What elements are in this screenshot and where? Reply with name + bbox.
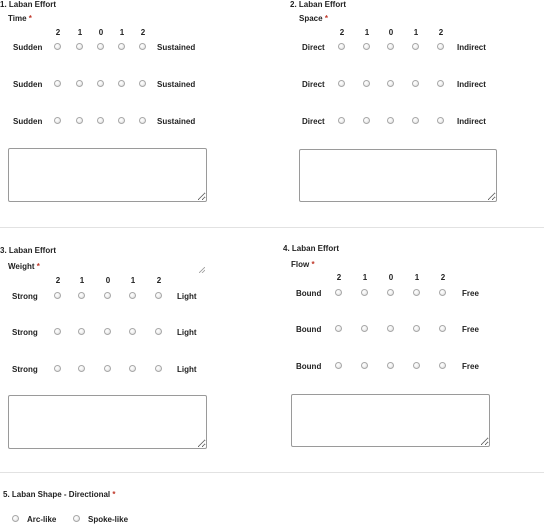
q3-row2-radio-5[interactable] (155, 328, 162, 335)
q5-option-arc-like-radio[interactable] (12, 515, 19, 522)
q3-row2-radio-2[interactable] (78, 328, 85, 335)
q3-row1-radio-3[interactable] (104, 292, 111, 299)
q3-row2-radio-3[interactable] (104, 328, 111, 335)
q3-scale-2b: 2 (156, 276, 162, 285)
q1-row1-right-label: Sustained (157, 43, 196, 52)
q2-row3-right-label: Indirect (457, 117, 486, 126)
q2-scale-2b: 2 (438, 28, 444, 37)
q5-required-marker: * (112, 490, 116, 499)
q3-scale-1a: 1 (79, 276, 85, 285)
q3-comment-textarea[interactable] (8, 395, 207, 449)
resize-grip-icon[interactable] (199, 267, 205, 273)
q2-comment-textarea[interactable] (299, 149, 497, 202)
q5-title (3, 490, 116, 499)
q1-required-marker: * (28, 14, 32, 23)
q4-row2-radio-2[interactable] (361, 325, 368, 332)
q2-row3-radio-3[interactable] (387, 117, 394, 124)
q2-row1-radio-1[interactable] (338, 43, 345, 50)
q4-row3-radio-4[interactable] (413, 362, 420, 369)
q1-scale-2b: 2 (140, 28, 146, 37)
section-divider-1 (0, 227, 544, 228)
q2-row2-left-label: Direct (302, 80, 325, 89)
q1-row2-left-label: Sudden (13, 80, 43, 89)
q3-row1-radio-5[interactable] (155, 292, 162, 299)
q1-scale-2a: 2 (55, 28, 61, 37)
q1-row1-radio-1[interactable] (54, 43, 61, 50)
q1-row1-radio-3[interactable] (97, 43, 104, 50)
q4-row3-radio-5[interactable] (439, 362, 446, 369)
q4-scale-2b: 2 (440, 273, 446, 282)
q3-required-marker: * (36, 262, 40, 271)
q2-row1-radio-4[interactable] (412, 43, 419, 50)
q1-comment-textarea[interactable] (8, 148, 207, 202)
q4-scale-2a: 2 (336, 273, 342, 282)
q2-scale-0: 0 (388, 28, 394, 37)
q4-row3-right-label: Free (462, 362, 479, 371)
q4-title: 4. Laban Effort (283, 244, 340, 253)
q4-row1-radio-4[interactable] (413, 289, 420, 296)
q1-row1-radio-4[interactable] (118, 43, 125, 50)
q4-row2-right-label: Free (462, 325, 479, 334)
q2-row3-radio-4[interactable] (412, 117, 419, 124)
q1-row2-radio-1[interactable] (54, 80, 61, 87)
q5-title-text: 5. Laban Shape - Directional (3, 490, 111, 499)
q4-scale-1b: 1 (414, 273, 420, 282)
q2-label-text: Space (299, 14, 323, 23)
q4-row1-radio-2[interactable] (361, 289, 368, 296)
q5-option-arc-like-label[interactable]: Arc-like (27, 515, 57, 524)
q3-title: 3. Laban Effort (0, 246, 57, 255)
q4-question-label (291, 260, 315, 269)
q4-row1-left-label: Bound (296, 289, 322, 298)
q2-question-label (299, 14, 328, 23)
q3-label-text: Weight (8, 262, 35, 271)
q4-row1-right-label: Free (462, 289, 479, 298)
q2-row2-right-label: Indirect (457, 80, 486, 89)
q1-row2-radio-3[interactable] (97, 80, 104, 87)
q2-title: 2. Laban Effort (290, 0, 347, 9)
q4-comment-textarea[interactable] (291, 394, 490, 447)
q1-row3-radio-1[interactable] (54, 117, 61, 124)
q5-option-spoke-like-label[interactable]: Spoke-like (88, 515, 129, 524)
q4-row3-radio-1[interactable] (335, 362, 342, 369)
q1-row2-right-label: Sustained (157, 80, 196, 89)
q3-row2-radio-1[interactable] (54, 328, 61, 335)
q3-row2-right-label: Light (177, 328, 197, 337)
q4-scale-0: 0 (388, 273, 394, 282)
q2-scale-2a: 2 (339, 28, 345, 37)
q3-row3-radio-2[interactable] (78, 365, 85, 372)
q2-scale-1b: 1 (413, 28, 419, 37)
q3-row1-radio-4[interactable] (129, 292, 136, 299)
q3-row3-right-label: Light (177, 365, 197, 374)
q3-row2-radio-4[interactable] (129, 328, 136, 335)
q2-row1-left-label: Direct (302, 43, 325, 52)
q1-row2-radio-2[interactable] (76, 80, 83, 87)
q2-row3-radio-1[interactable] (338, 117, 345, 124)
q3-question-label (8, 262, 40, 271)
q3-row3-radio-5[interactable] (155, 365, 162, 372)
q1-row3-radio-4[interactable] (118, 117, 125, 124)
q1-title: 1. Laban Effort (0, 0, 57, 9)
q1-row3-right-label: Sustained (157, 117, 196, 126)
q1-scale-0: 0 (98, 28, 104, 37)
q3-scale-2a: 2 (55, 276, 61, 285)
q2-row1-radio-3[interactable] (387, 43, 394, 50)
q2-row2-radio-2[interactable] (363, 80, 370, 87)
q4-row3-radio-2[interactable] (361, 362, 368, 369)
q2-row2-radio-3[interactable] (387, 80, 394, 87)
q4-row1-radio-5[interactable] (439, 289, 446, 296)
q3-scale-0: 0 (105, 276, 111, 285)
q2-scale-1a: 1 (364, 28, 370, 37)
q3-row1-radio-2[interactable] (78, 292, 85, 299)
q3-row1-radio-1[interactable] (54, 292, 61, 299)
q3-row2-left-label: Strong (12, 328, 38, 337)
q4-row1-radio-1[interactable] (335, 289, 342, 296)
q1-row3-radio-3[interactable] (97, 117, 104, 124)
q5-option-spoke-like-radio[interactable] (73, 515, 80, 522)
q1-row3-radio-2[interactable] (76, 117, 83, 124)
q2-row3-radio-5[interactable] (437, 117, 444, 124)
q4-row3-radio-3[interactable] (387, 362, 394, 369)
q1-row2-radio-4[interactable] (118, 80, 125, 87)
q1-scale-1a: 1 (77, 28, 83, 37)
q4-row2-left-label: Bound (296, 325, 322, 334)
q3-row3-radio-1[interactable] (54, 365, 61, 372)
q3-row3-radio-3[interactable] (104, 365, 111, 372)
q1-row2-radio-5[interactable] (139, 80, 146, 87)
q1-row1-radio-2[interactable] (76, 43, 83, 50)
section-divider-2 (0, 472, 544, 473)
q3-row3-radio-4[interactable] (129, 365, 136, 372)
q4-row2-radio-3[interactable] (387, 325, 394, 332)
q2-row1-right-label: Indirect (457, 43, 486, 52)
q2-row3-left-label: Direct (302, 117, 325, 126)
q4-label-text: Flow (291, 260, 310, 269)
q2-required-marker: * (324, 14, 328, 23)
q2-row2-radio-5[interactable] (437, 80, 444, 87)
q4-row2-radio-4[interactable] (413, 325, 420, 332)
q2-row1-radio-2[interactable] (363, 43, 370, 50)
q1-scale-1b: 1 (119, 28, 125, 37)
q1-question-label (8, 14, 32, 23)
q1-row1-left-label: Sudden (13, 43, 43, 52)
q1-row3-left-label: Sudden (13, 117, 43, 126)
q4-scale-1a: 1 (362, 273, 368, 282)
q2-row2-radio-4[interactable] (412, 80, 419, 87)
q1-label-text: Time (8, 14, 27, 23)
q4-required-marker: * (311, 260, 315, 269)
q4-row2-radio-1[interactable] (335, 325, 342, 332)
q1-row1-radio-5[interactable] (139, 43, 146, 50)
q2-row1-radio-5[interactable] (437, 43, 444, 50)
q3-scale-1b: 1 (130, 276, 136, 285)
q3-row3-left-label: Strong (12, 365, 38, 374)
q4-row2-radio-5[interactable] (439, 325, 446, 332)
q1-row3-radio-5[interactable] (139, 117, 146, 124)
q4-row1-radio-3[interactable] (387, 289, 394, 296)
q2-row2-radio-1[interactable] (338, 80, 345, 87)
q3-row1-left-label: Strong (12, 292, 38, 301)
q2-row3-radio-2[interactable] (363, 117, 370, 124)
q4-row3-left-label: Bound (296, 362, 322, 371)
q3-row1-right-label: Light (177, 292, 197, 301)
